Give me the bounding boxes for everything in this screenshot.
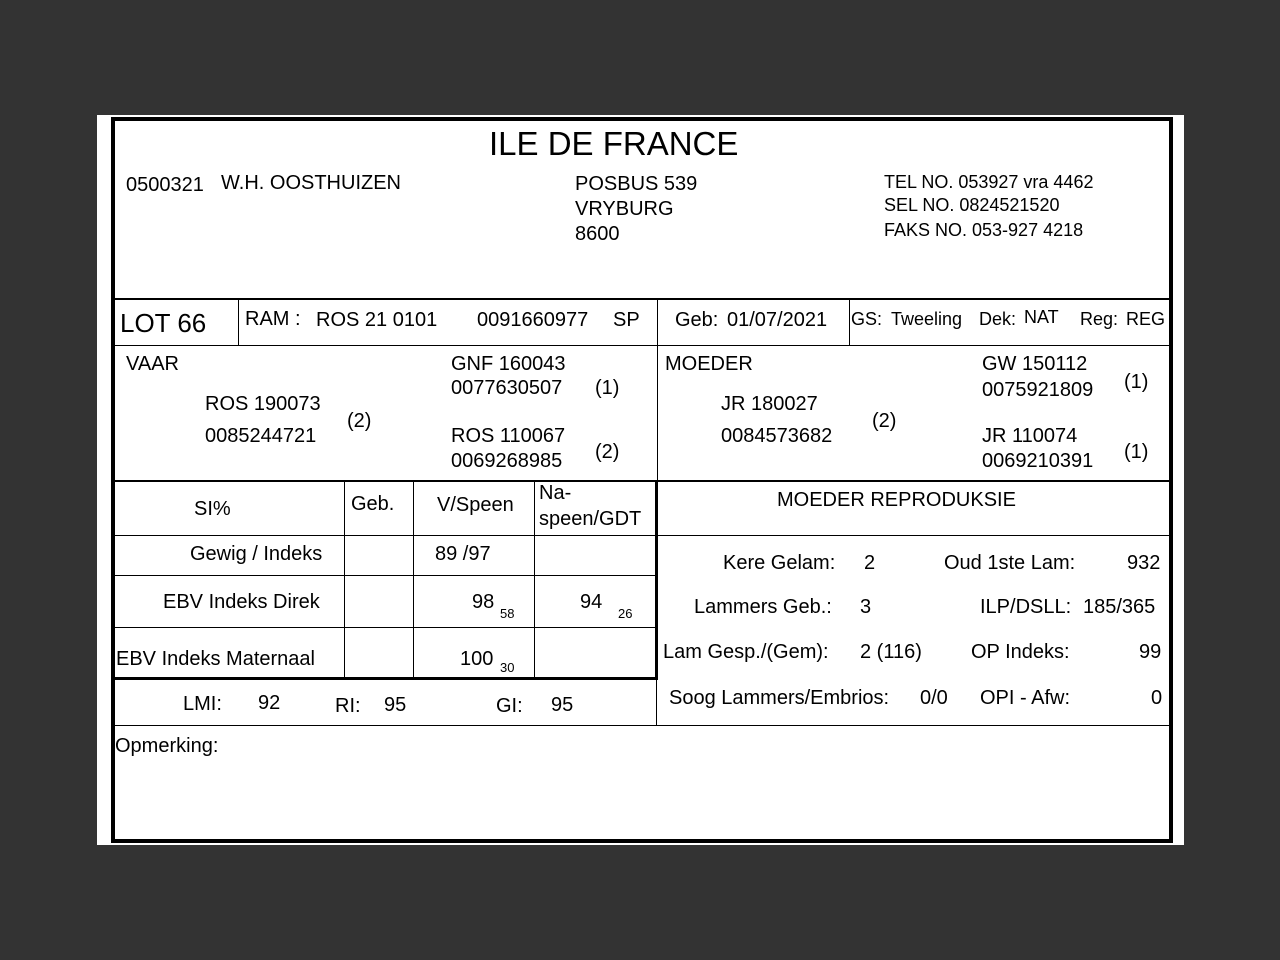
breed-title: ILE DE FRANCE: [489, 125, 739, 162]
geb-label: Geb:: [675, 309, 719, 331]
ebv-direk-naspeen-sub: 26: [618, 606, 633, 621]
moeder-sire-id: GW 150112: [982, 353, 1088, 375]
vaar-count: (2): [347, 410, 372, 432]
ri-value: 95: [384, 694, 407, 716]
divider-lot-v: [238, 298, 239, 346]
lam-gesp-label: Lam Gesp./(Gem):: [663, 641, 829, 663]
divider-ram-v: [657, 298, 658, 346]
sel-number: SEL NO. 0824521520: [884, 195, 1060, 215]
reproduction-title: MOEDER REPRODUKSIE: [777, 489, 1016, 511]
moeder-label: MOEDER: [665, 353, 753, 375]
naspeen-header-line1: Na-: [539, 482, 572, 504]
opi-afw-label: OPI - Afw:: [980, 687, 1071, 709]
lot-number: LOT 66: [120, 308, 207, 338]
oud-lam-label: Oud 1ste Lam:: [944, 552, 1076, 574]
vaar-dam-count: (2): [595, 441, 620, 463]
ebv-mat-vspeen: 100: [460, 648, 494, 670]
divider-header: [111, 298, 1173, 300]
ram-label: RAM :: [245, 308, 301, 330]
vaar-sire-id: GNF 160043: [451, 353, 566, 375]
oud-lam-value: 932: [1127, 552, 1161, 574]
divider-perf-si: [344, 482, 345, 678]
reg-value: REG: [1126, 309, 1166, 329]
ebv-direk-vspeen-sub: 58: [500, 606, 515, 621]
vaar-dam-id: ROS 110067: [451, 425, 566, 447]
ebv-mat-vspeen-sub: 30: [500, 660, 515, 675]
breeder-code: 0500321: [126, 174, 204, 196]
moeder-dam-number: 0069210391: [982, 450, 1094, 472]
address-line-3: 8600: [575, 223, 620, 245]
vaar-sire-number: 0077630507: [451, 377, 563, 399]
divider-row-3: [111, 677, 657, 680]
dek-value: NAT: [1024, 307, 1059, 327]
lam-gesp-value: 2 (116): [860, 641, 922, 663]
gewig-vspeen: 89 /97: [435, 543, 491, 565]
naspeen-header-line2: speen/GDT: [539, 508, 642, 530]
ram-sp: SP: [613, 309, 640, 331]
divider-lot: [111, 345, 1173, 346]
reg-label: Reg:: [1080, 309, 1119, 329]
ri-label: RI:: [335, 695, 361, 717]
lmi-label: LMI:: [183, 693, 222, 715]
gi-label: GI:: [496, 695, 523, 717]
address-line-2: VRYBURG: [575, 198, 674, 220]
divider-perf-header-right: [657, 535, 1173, 536]
kere-gelam-value: 2: [864, 552, 876, 574]
lmi-value: 92: [258, 692, 281, 714]
address-line-1: POSBUS 539: [575, 173, 698, 195]
divider-remarks: [111, 725, 1173, 726]
tel-number: TEL NO. 053927 vra 4462: [884, 172, 1094, 192]
gs-value: Tweeling: [891, 309, 963, 329]
vaar-sire-count: (1): [595, 377, 620, 399]
ebv-mat-label: EBV Indeks Maternaal: [116, 648, 315, 670]
vspeen-header: V/Speen: [437, 494, 514, 516]
ebv-direk-label: EBV Indeks Direk: [163, 591, 320, 613]
moeder-id: JR 180027: [721, 393, 818, 415]
ilp-dsll-label: ILP/DSLL:: [980, 596, 1072, 618]
divider-geb-v: [849, 298, 850, 346]
soog-value: 0/0: [920, 687, 948, 709]
ram-id: ROS 21 0101: [316, 309, 438, 331]
divider-lmi-right: [656, 680, 657, 726]
moeder-count: (2): [872, 410, 897, 432]
kere-gelam-label: Kere Gelam:: [723, 552, 836, 574]
ebv-direk-vspeen: 98: [472, 591, 495, 613]
divider-perf-geb: [413, 482, 414, 678]
ebv-direk-naspeen: 94: [580, 591, 603, 613]
vaar-id: ROS 190073: [205, 393, 321, 415]
divider-row-1: [111, 575, 657, 576]
dek-label: Dek:: [979, 309, 1017, 329]
breeder-name: W.H. OOSTHUIZEN: [221, 172, 401, 194]
divider-perf-vspeen: [534, 482, 535, 678]
moeder-number: 0084573682: [721, 425, 833, 447]
lammers-geb-value: 3: [860, 596, 872, 618]
geb-date: 01/07/2021: [727, 309, 828, 331]
moeder-sire-count: (1): [1124, 371, 1149, 393]
moeder-dam-count: (1): [1124, 441, 1149, 463]
vaar-dam-number: 0069268985: [451, 450, 563, 472]
lammers-geb-label: Lammers Geb.:: [694, 596, 832, 618]
op-indeks-label: OP Indeks:: [971, 641, 1070, 663]
moeder-sire-number: 0075921809: [982, 379, 1094, 401]
moeder-dam-id: JR 110074: [982, 425, 1078, 447]
si-header: SI%: [194, 498, 231, 520]
vaar-number: 0085244721: [205, 425, 317, 447]
op-indeks-value: 99: [1139, 641, 1162, 663]
divider-row-2: [111, 627, 657, 628]
opi-afw-value: 0: [1151, 687, 1163, 709]
divider-perf-right: [655, 482, 658, 680]
gewig-label: Gewig / Indeks: [190, 543, 323, 565]
remarks-label: Opmerking:: [115, 735, 219, 757]
divider-pedigree: [111, 480, 1173, 482]
vaar-label: VAAR: [126, 353, 179, 375]
gi-value: 95: [551, 694, 574, 716]
geb-header: Geb.: [351, 493, 395, 515]
ilp-dsll-value: 185/365: [1083, 596, 1156, 618]
soog-label: Soog Lammers/Embrios:: [669, 687, 890, 709]
faks-number: FAKS NO. 053-927 4218: [884, 220, 1084, 240]
frame-bottom: [111, 839, 1173, 843]
gs-label: GS:: [851, 309, 883, 329]
frame-top: [111, 117, 1173, 121]
divider-pedigree-v: [657, 345, 658, 481]
divider-perf-header-left: [111, 535, 657, 536]
ram-reg-number: 0091660977: [477, 309, 589, 331]
